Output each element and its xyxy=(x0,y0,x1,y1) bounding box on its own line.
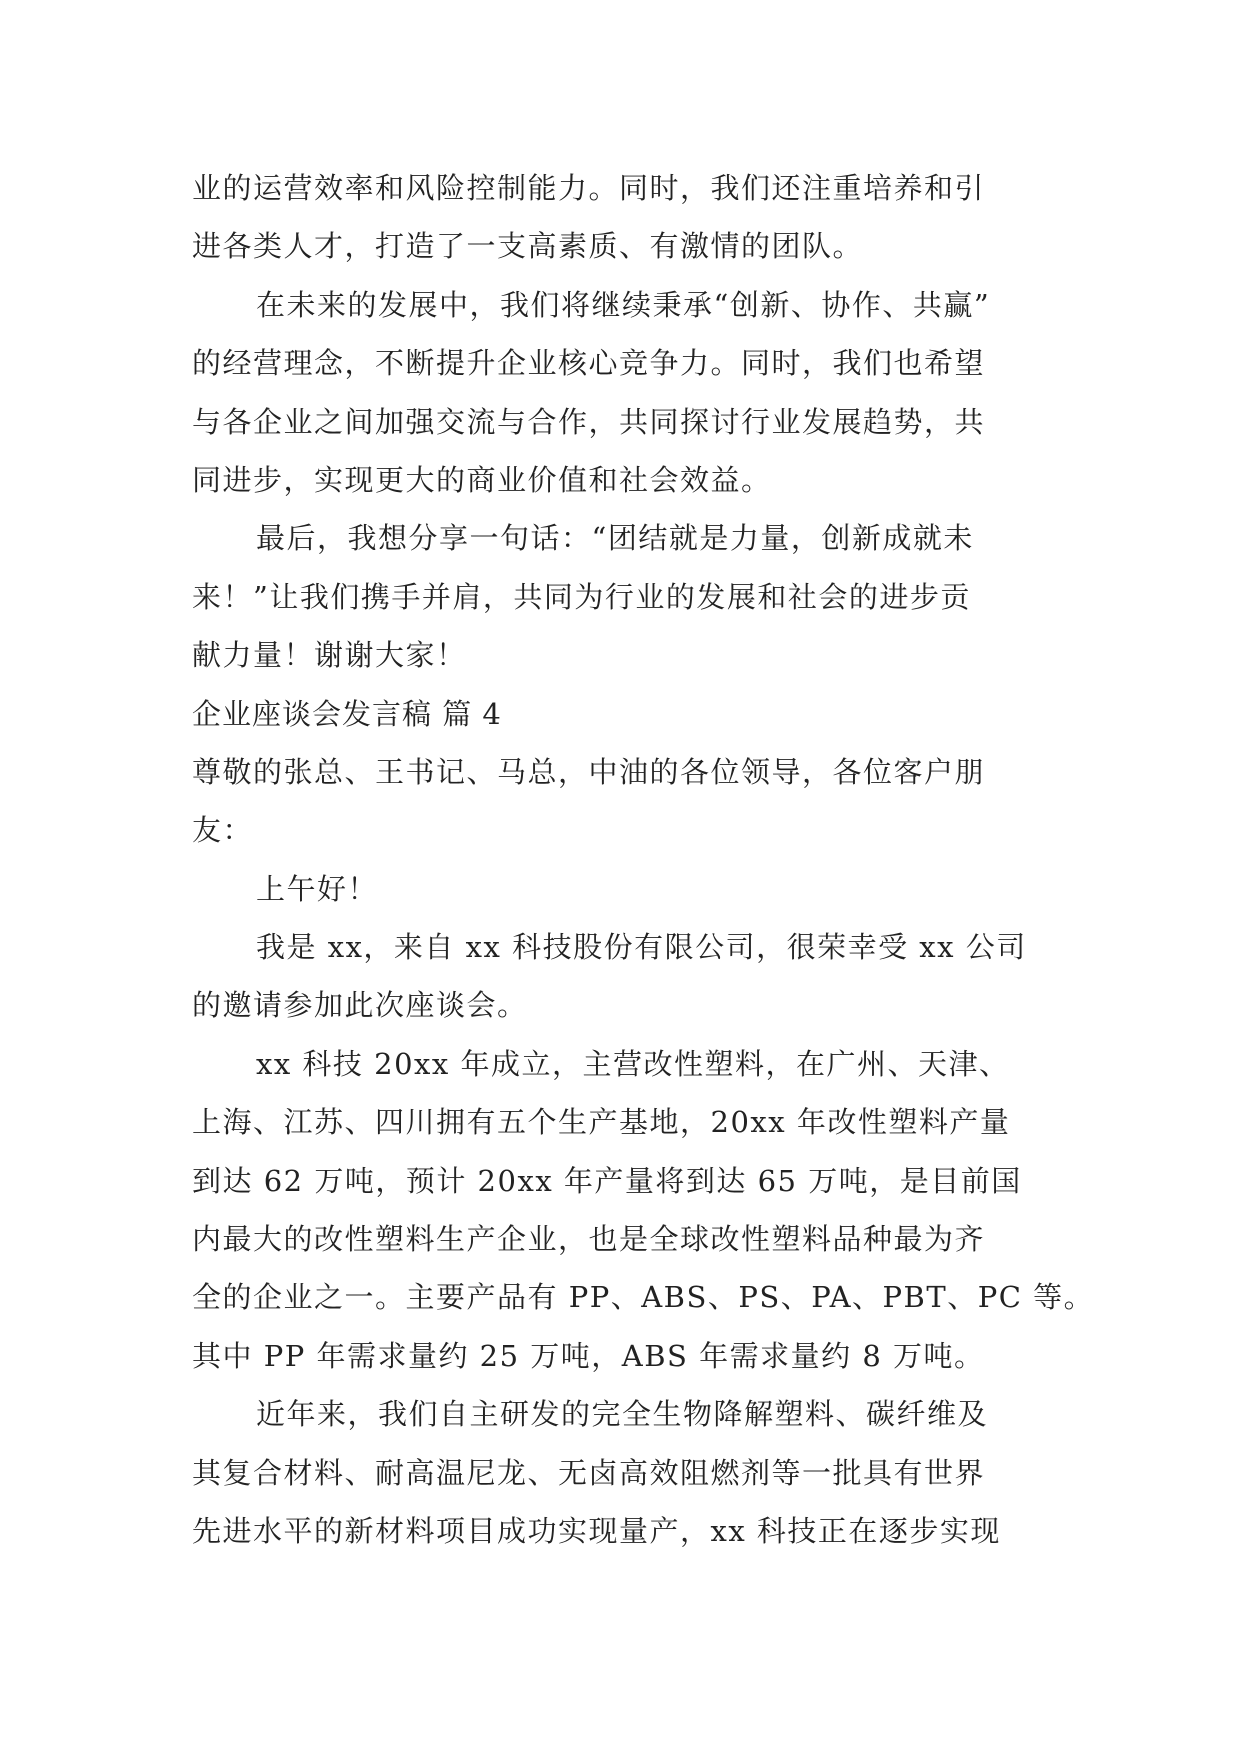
text-line: 上午好！ xyxy=(256,871,379,906)
text-line: 先进水平的新材料项目成功实现量产，xx 科技正在逐步实现 xyxy=(192,1513,1001,1548)
text-line: 最后，我想分享一句话：“团结就是力量，创新成就未 xyxy=(256,521,974,556)
section-heading: 企业座谈会发言稿 篇 4 xyxy=(192,696,502,731)
text-line: 的经营理念，不断提升企业核心竞争力。同时，我们也希望 xyxy=(192,346,986,381)
text-line: 全的企业之一。主要产品有 PP、ABS、PS、PA、PBT、PC 等。 xyxy=(192,1280,1095,1315)
text-line: 在未来的发展中，我们将继续秉承“创新、协作、共赢” xyxy=(256,287,991,322)
text-line: 来！”让我们携手并肩，共同为行业的发展和社会的进步贡 xyxy=(192,579,971,614)
document-body xyxy=(192,159,1095,1560)
text-line: 内最大的改性塑料生产企业，也是全球改性塑料品种最为齐 xyxy=(192,1222,986,1257)
text-line: 其中 PP 年需求量约 25 万吨，ABS 年需求量约 8 万吨。 xyxy=(192,1338,985,1373)
text-line: 近年来，我们自主研发的完全生物降解塑料、碳纤维及 xyxy=(256,1397,989,1432)
text-line: 进各类人才，打造了一支高素质、有激情的团队。 xyxy=(192,229,864,264)
text-line: 到达 62 万吨，预计 20xx 年产量将到达 65 万吨，是目前国 xyxy=(192,1163,1022,1198)
text-line: 我是 xx，来自 xx 科技股份有限公司，很荣幸受 xx 公司 xyxy=(256,930,1027,965)
text-line: 业的运营效率和风险控制能力。同时，我们还注重培养和引 xyxy=(192,171,986,205)
text-line: 同进步，实现更大的商业价值和社会效益。 xyxy=(192,462,772,497)
text-line: 与各企业之间加强交流与合作，共同探讨行业发展趋势，共 xyxy=(192,404,986,439)
text-line: 上海、江苏、四川拥有五个生产基地，20xx 年改性塑料产量 xyxy=(192,1105,1011,1140)
text-line: 的邀请参加此次座谈会。 xyxy=(192,988,528,1023)
text-line: 友： xyxy=(192,813,254,848)
text-line: 尊敬的张总、王书记、马总，中油的各位领导，各位客户朋 xyxy=(192,754,986,789)
text-line: 献力量！谢谢大家！ xyxy=(192,638,467,673)
text-line: 其复合材料、耐高温尼龙、无卤高效阻燃剂等一批具有世界 xyxy=(192,1455,986,1490)
text-line: xx 科技 20xx 年成立，主营改性塑料，在广州、天津、 xyxy=(256,1046,1010,1081)
